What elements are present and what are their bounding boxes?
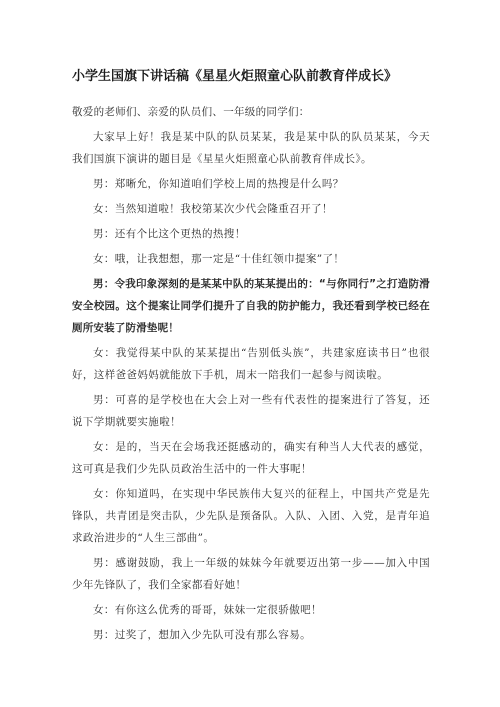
dialogue-line: 男：还有个比这个更热的热搜！	[93, 228, 246, 240]
dialogue-line: 女：哦，让我想想，那一定是“十佳红领巾提案”了！	[93, 253, 345, 265]
dialogue-line-emphasis: 男：令我印象深刻的是某某中队的某某提出的：“与你同行”之打造防滑安全校园。这个提案让同学们提升了自我的防护能力，我还看到学校已经在厕所安装了防滑垫呢！	[72, 278, 430, 334]
dialogue-line: 女：是的，当天在会场我还挺感动的，确实有种当人大代表的感觉，这可真是我们少先队员政治生活中的一件大事呢！	[72, 441, 430, 475]
dialogue-line: 男：可喜的是学校也在大会上对一些有代表性的提案进行了答复，还说下学期就要实施啦！	[72, 394, 430, 428]
dialogue-line: 女：有你这么优秀的哥哥，妹妹一定很骄傲吧！	[93, 604, 322, 616]
dialogue-line: 男：感谢鼓励，我上一年级的妹妹今年就要迈出第一步——加入中国少年先锋队了，我们全家都看好她！	[72, 557, 430, 591]
document-title: 小学生国旗下讲话稿《星星火炬照童心队前教育伴成长》	[72, 69, 398, 84]
dialogue-line: 男：过奖了，想加入少先队可没有那么容易。	[93, 629, 311, 641]
dialogue-line: 女：我觉得某中队的某某提出“告别低头族”，共建家庭读书日”也很好，这样爸爸妈妈就能放下手机，周末一陪我们一起参与阅读啦。	[72, 347, 430, 381]
paragraph-intro: 大家早上好！我是某中队的队员某某，我是某中队的队员某某，今天我们国旗下演讲的题目是《星星火炬照童心队前教育伴成长》。	[72, 131, 430, 165]
dialogue-line: 女：你知道吗，在实现中华民族伟大复兴的征程上，中国共产党是先锋队，共青团是突击队，少先队是预备队。入队、入团、入党，是青年追求政治进步的“人生三部曲”。	[72, 488, 430, 544]
dialogue-line: 男：郑晰允，你知道咱们学校上周的热搜是什么吗？	[93, 178, 344, 190]
salutation: 敬爱的老师们、亲爱的队员们、一年级的同学们：	[72, 106, 310, 118]
dialogue-line: 女：当然知道啦！我校第某次少代会隆重召开了！	[93, 203, 333, 215]
